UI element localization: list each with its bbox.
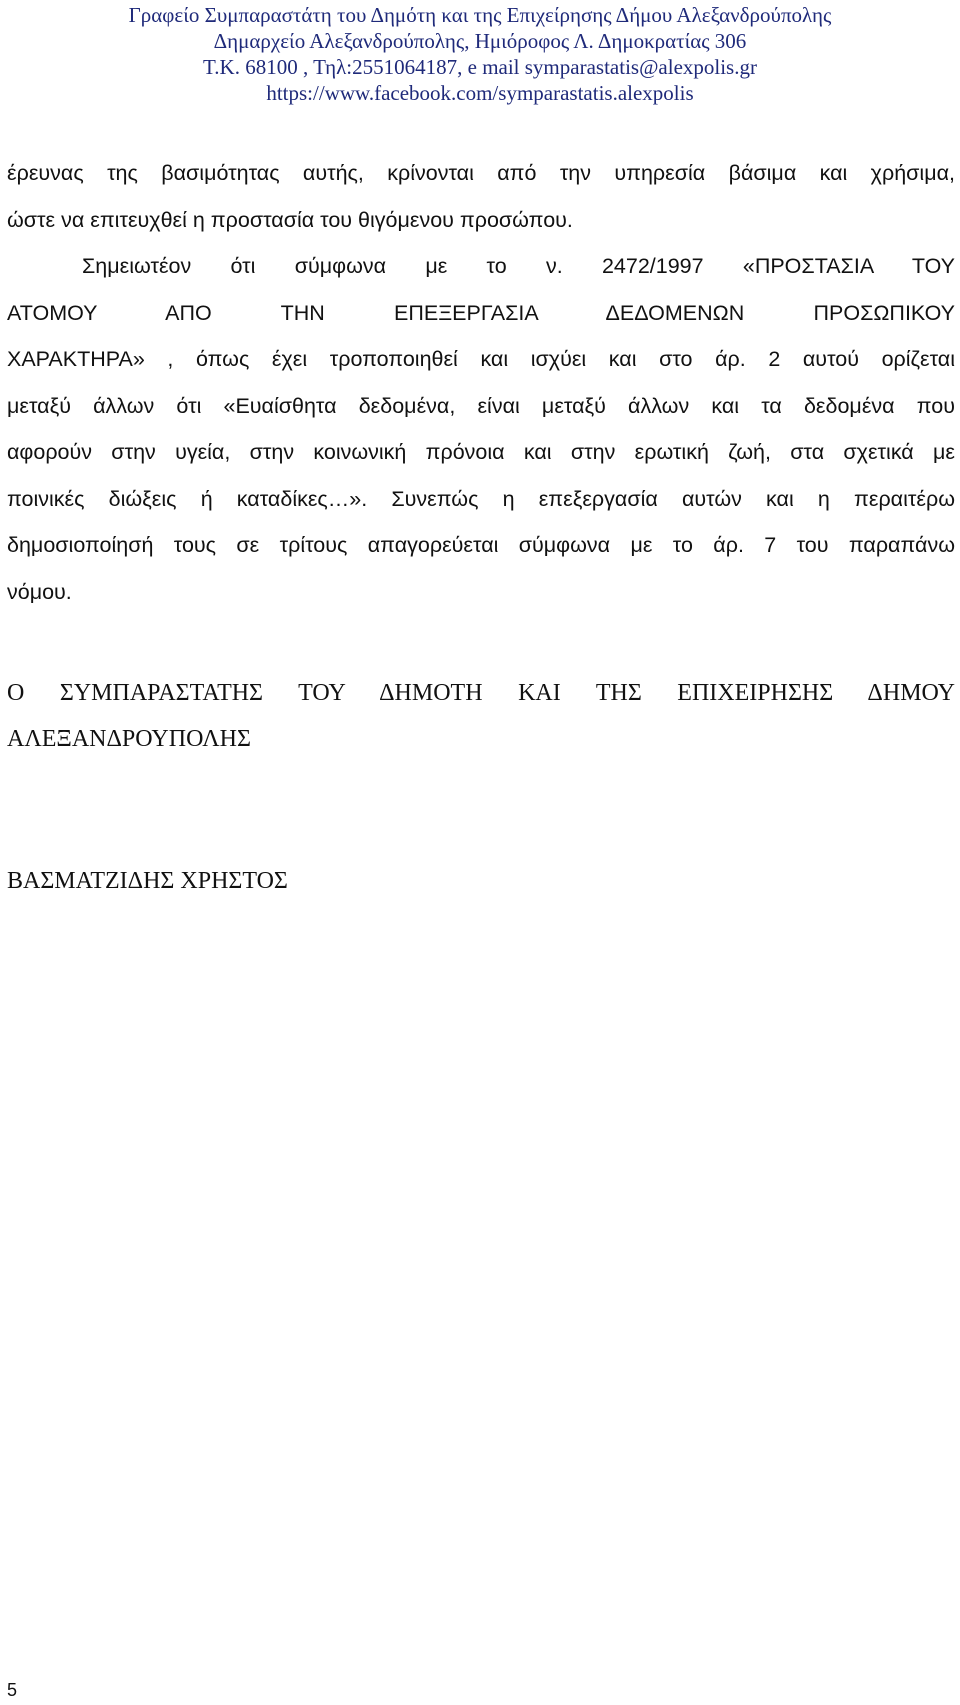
body-line: Σημειωτέον ότι σύμφωνα με το ν. 2472/1997 «ΠΡΟΣΤΑΣΙΑ ΤΟΥ [82, 254, 955, 278]
body-paragraphs [7, 150, 955, 615]
body-line: δημοσιοποίησή τους σε τρίτους απαγορεύεται σύμφωνα με το άρ. 7 του παραπάνω [7, 533, 955, 557]
signature-title [7, 670, 955, 762]
body-line: ποινικές διώξεις ή καταδίκες…». Συνεπώς η επεξεργασία αυτών και η περαιτέρω [7, 486, 955, 511]
signature-title-line: ΑΛΕΞΑΝΔΡΟΥΠΟΛΗΣ [7, 726, 251, 752]
signature-title-line: Ο ΣΥΜΠΑΡΑΣΤΑΤΗΣ ΤΟΥ ΔΗΜΟΤΗ ΚΑΙ ΤΗΣ ΕΠΙΧΕΙΡΗΣΗΣ ΔΗΜΟΥ [7, 680, 955, 706]
signatory-name: ΒΑΣΜΑΤΖΙΔΗΣ ΧΡΗΣΤΟΣ [7, 868, 288, 894]
body-line: αφορούν στην υγεία, στην κοινωνική πρόνοια και στην ερωτική ζωή, στα σχετικά με [7, 440, 955, 464]
letterhead-address: Δημαρχείο Αλεξανδρούπολης, Ημιόροφος Λ. Δημοκρατίας 306 [213, 29, 747, 53]
body-line: ΧΑΡΑΚΤΗΡΑ» , όπως έχει τροποποιηθεί και ισχύει και στο άρ. 2 αυτού ορίζεται [7, 347, 955, 371]
letterhead-contact: Τ.Κ. 68100 , Τηλ:2551064187, e mail symparastatis@alexpolis.gr [203, 55, 757, 79]
page-number: 5 [7, 1680, 18, 1700]
letterhead-office-name: Γραφείο Συμπαραστάτη του Δημότη και της Επιχείρησης Δήμου Αλεξανδρούπολης [128, 3, 832, 27]
letterhead [0, 2, 960, 106]
signature-name [7, 858, 955, 904]
body-line: ώστε να επιτευχθεί η προστασία του θιγόμενου προσώπου. [7, 207, 573, 232]
body-line: μεταξύ άλλων ότι «Ευαίσθητα δεδομένα, είναι μεταξύ άλλων και τα δεδομένα που [7, 393, 955, 418]
body-line: έρευνας της βασιμότητας αυτής, κρίνονται από την υπηρεσία βάσιμα και χρήσιμα, [7, 161, 955, 185]
letterhead-facebook-link[interactable]: https://www.facebook.com/symparastatis.alexpolis [266, 81, 694, 105]
body-line: ΑΤΟΜΟΥ ΑΠΟ ΤΗΝ ΕΠΕΞΕΡΓΑΣΙΑ ΔΕΔΟΜΕΝΩΝ ΠΡΟΣΩΠΙΚΟΥ [7, 300, 955, 325]
body-line: νόμου. [7, 579, 72, 604]
